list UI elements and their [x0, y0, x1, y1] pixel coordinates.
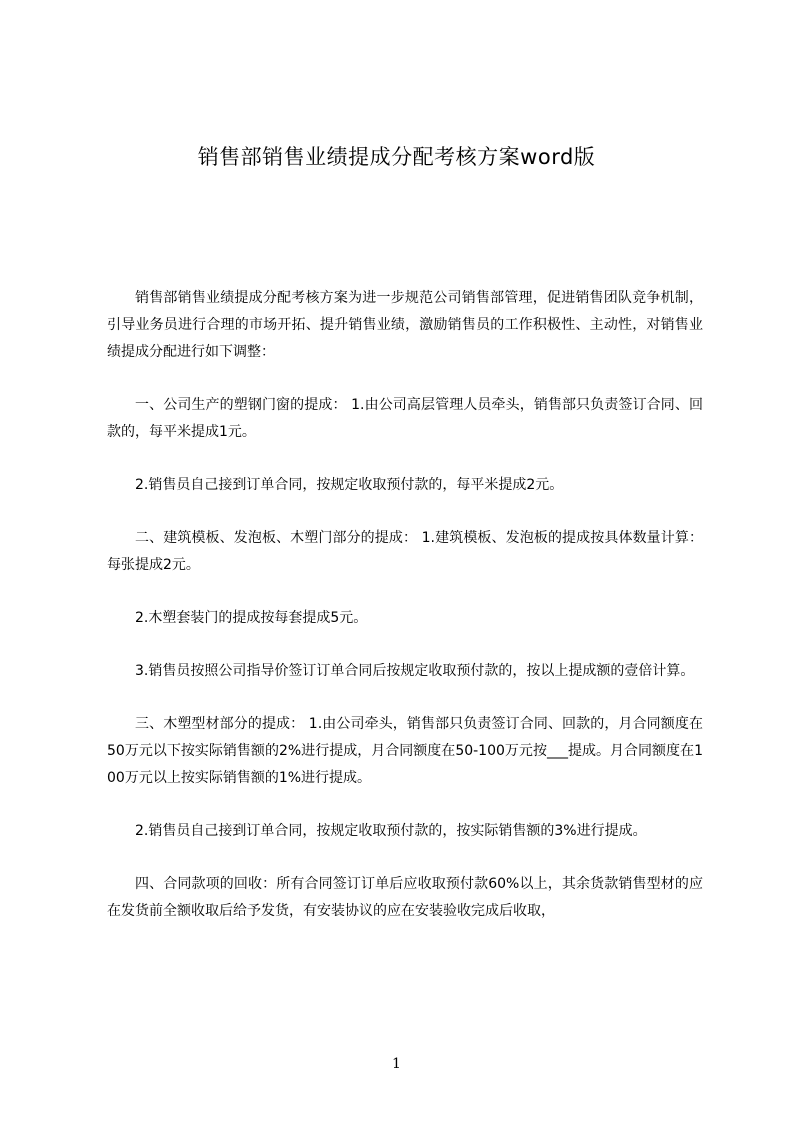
paragraph-section-1-item-2: 2.销售员自己接到订单合同，按规定收取预付款的，每平米提成2元。 [135, 477, 564, 493]
paragraph-section-3-item-2: 2.销售员自己接到订单合同，按规定收取预付款的，按实际销售额的3%进行提成。 [135, 823, 647, 839]
paragraph-section-1-item-1: 一、公司生产的塑钢门窗的提成： 1.由公司高层管理人员牵头，销售部只负责签订合同、回款的，每平米提成1元。 [107, 397, 703, 440]
document-title: 销售部销售业绩提成分配考核方案word版 [197, 145, 596, 169]
paragraph-section-2-item-2: 2.木塑套装门的提成按每套提成5元。 [135, 610, 368, 626]
paragraph-intro: 销售部销售业绩提成分配考核方案为进一步规范公司销售部管理，促进销售团队竞争机制，引导业务员进行合理的市场开拓、提升销售业绩，激励销售员的工作积极性、主动性，对销售业绩提成分配进行如下调整： [107, 290, 703, 360]
paragraph-section-2-item-3: 3.销售员按照公司指导价签订订单合同后按规定收取预付款的，按以上提成额的壹倍计算。 [135, 663, 695, 679]
paragraph-section-3-item-1: 三、木塑型材部分的提成： 1.由公司牵头，销售部只负责签订合同、回款的，月合同额度在50万元以下按实际销售额的2%进行提成，月合同额度在50-100万元按___提成。月合同额度在100万元以上按实际销售额的1%进行提成。 [107, 716, 703, 786]
page-number: 1 [392, 1056, 401, 1072]
paragraph-section-2-item-1: 二、建筑模板、发泡板、木塑门部分的提成： 1.建筑模板、发泡板的提成按具体数量计算：每张提成2元。 [107, 530, 703, 573]
document-body [107, 285, 703, 951]
paragraph-section-4: 四、合同款项的回收：所有合同签订订单后应收取预付款60%以上，其余货款销售型材的应在发货前全额收取后给予发货，有安装协议的应在安装验收完成后收取， [107, 876, 703, 919]
